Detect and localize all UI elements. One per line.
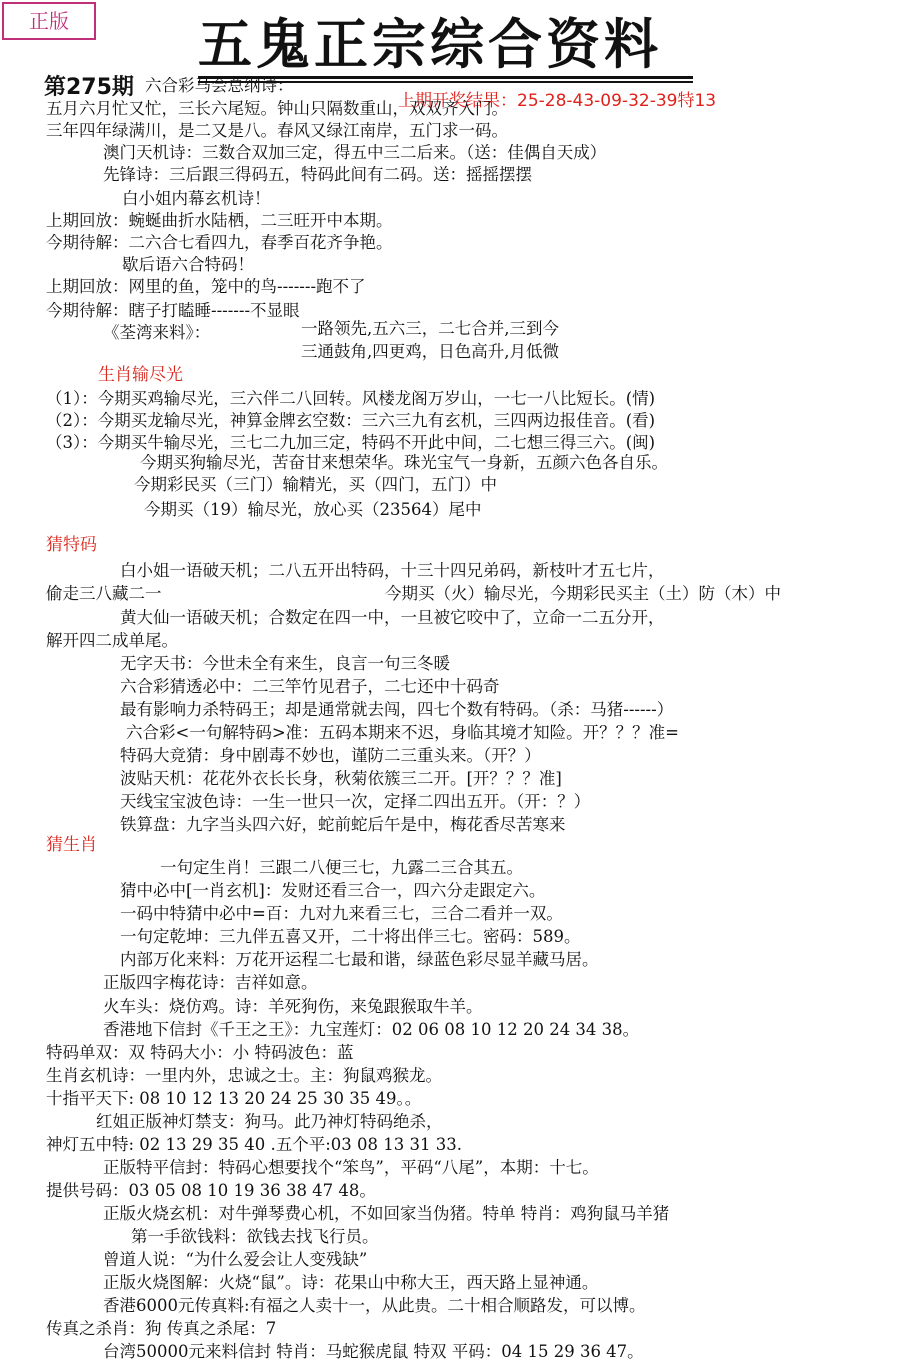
text-line: 猜中必中[一肖玄机]：发财还看三合一，四六分走跟定六。 <box>120 881 546 900</box>
text-line: 十指平天下: 08 10 12 13 20 24 25 30 35 49。。 <box>46 1089 422 1108</box>
text-line: 白小姐内幕玄机诗！ <box>122 189 271 208</box>
text-line: 今期待解：瞎子打瞌睡-------不显眼 <box>46 301 300 320</box>
text-line: 上期回放：蜿蜒曲折水陆栖，二三旺开中本期。 <box>46 211 393 230</box>
last-draw-result: 上期开奖结果：25-28-43-09-32-39特13 <box>398 91 717 111</box>
text-line: 特码大竞猜：身中剧毒不妙也，谨防二三重头来。（开？） <box>120 746 541 765</box>
text-line: 六合彩猜透必中：二三竿竹见君子，二七还中十码奇 <box>120 677 500 696</box>
issue-number: 第275期 <box>44 75 134 100</box>
text-line: 火车头：烧仿鸡。诗：羊死狗伤，来兔跟猴取牛羊。 <box>103 997 483 1016</box>
text-line: 正版火烧玄机：对牛弹琴费心机，不如回家当伪猪。特单 特肖：鸡狗鼠马羊猪 <box>103 1204 670 1223</box>
text-line: 《荃湾来料》： <box>103 323 211 342</box>
section-heading: 猜生肖 <box>46 835 97 855</box>
text-line: 曾道人说：“为什么爱会让人变残缺” <box>103 1250 368 1269</box>
text-line: 三年四年绿满川，是二又是八。春风又绿江南岸，五门求一码。 <box>46 121 508 140</box>
text-line: 三通鼓角,四更鸡，日色高升,月低微 <box>301 342 559 361</box>
text-line: 第一手欲钱料：欲钱去找飞行员。 <box>131 1227 379 1246</box>
text-line: 内部万化来料：万花开运程二七最和谐，绿蓝色彩尽显羊藏马居。 <box>120 950 599 969</box>
text-line: 上期回放：网里的鱼，笼中的鸟-------跑不了 <box>46 277 366 296</box>
text-line: 正版特平信封：特码心想要找个“笨鸟”，平码“八尾”，本期：十七。 <box>103 1158 599 1177</box>
text-line: 一句定生肖！三跟二八便三七，九露二三合其五。 <box>160 858 523 877</box>
text-line: 今期彩民买（三门）输精光，买（四门，五门）中 <box>134 475 497 494</box>
text-line: 今期待解：二六合七看四九，春季百花齐争艳。 <box>46 233 393 252</box>
text-line: 正版火烧图解：火烧“鼠”。诗：花果山中称大王，西天路上显神通。 <box>103 1273 599 1292</box>
authentic-badge: 正版 <box>2 2 96 40</box>
text-line: 红姐正版神灯禁支：狗马。此乃神灯特码绝杀， <box>96 1112 443 1131</box>
text-line: 白小姐一语破天机；二八五开出特码，十三十四兄弟码，新枝叶才五七片， <box>120 561 665 580</box>
text-line: 一码中特猜中必中=百：九对九来看三七，三合二看并一双。 <box>120 904 563 923</box>
text-line: 提供号码：03 05 08 10 19 36 38 47 48。 <box>46 1181 376 1200</box>
text-line: 六合彩<一句解特码>准：五码本期来不迟，身临其境才知险。开？？？准= <box>126 723 679 742</box>
text-line: 澳门天机诗：三数合双加三定，得五中三二后来。（送：佳偶自天成） <box>103 143 607 162</box>
text-line: 今期买（19）输尽光，放心买（23564）尾中 <box>144 500 482 519</box>
text-line: 一句定乾坤：三九伴五喜又开，二十将出伴三七。密码：589。 <box>120 927 581 946</box>
text-line: 今期买狗输尽光，苦奋甘来想荣华。珠光宝气一身新，五颜六色各自乐。 <box>140 453 668 472</box>
text-line: （1）：今期买鸡输尽光，三六伴二八回转。风楼龙阁万岁山，一七一八比短长。(情) <box>46 389 656 408</box>
text-line: 正版四字梅花诗：吉祥如意。 <box>103 973 318 992</box>
text-line: 先锋诗：三后跟三得码五，特码此间有二码。送：摇摇摆摆 <box>103 165 532 184</box>
text-line: 神灯五中特: 02 13 29 35 40 .五个平:03 08 13 31 33. <box>46 1135 463 1154</box>
text-line: （2）：今期买龙输尽光，神算金牌玄空数：三六三九有玄机，三四两边报佳音。(看) <box>46 411 656 430</box>
text-line: 六合彩马会总纲诗： <box>145 76 294 95</box>
page-title: 五鬼正宗综合资料 <box>198 12 662 76</box>
text-line: 一路领先,五六三，二七合并,三到今 <box>301 319 559 338</box>
text-line: 无字天书：今世未全有来生，良言一句三冬暖 <box>120 654 450 673</box>
text-line: 歇后语六合特码！ <box>122 255 254 274</box>
section-heading: 生肖输尽光 <box>98 365 183 385</box>
text-line: 解开四二成单尾。 <box>46 631 178 650</box>
text-line: 台湾50000元来料信封 特肖：马蛇猴虎鼠 特双 平码：04 15 29 36 47。 <box>103 1342 644 1361</box>
text-line: 香港6000元传真料:有福之人卖十一，从此贵。二十相合顺路发，可以博。 <box>103 1296 646 1315</box>
text-line: 波贴天机：花花外衣长长身，秋菊依簇三二开。[开？？？准] <box>120 769 562 788</box>
text-line: 天线宝宝波色诗：一生一世只一次，定择二四出五开。（开：？） <box>120 792 591 811</box>
text-line: 特码单双：双 特码大小：小 特码波色：蓝 <box>46 1043 354 1062</box>
text-line: 传真之杀肖：狗 传真之杀尾：7 <box>46 1319 277 1338</box>
section-heading: 猜特码 <box>46 535 97 555</box>
text-line: 最有影响力杀特码王；却是通常就去闯，四七个数有特码。（杀：马猪------） <box>120 700 674 719</box>
text-line: 铁算盘：九字当头四六好，蛇前蛇后午是中，梅花香尽苦寒来 <box>120 815 566 834</box>
text-line: 生肖玄机诗：一里内外，忠诚之士。主：狗鼠鸡猴龙。 <box>46 1066 442 1085</box>
text-line: 香港地下信封《千王之王》：九宝莲灯：02 06 08 10 12 20 24 34 38。 <box>103 1020 640 1039</box>
text-line: 今期买（火）输尽光，今期彩民买主（土）防（木）中 <box>385 584 781 603</box>
text-line: 五月六月忙又忙，三长六尾短。钟山只隔数重山，双双齐入门。 <box>46 99 508 118</box>
text-line: 偷走三八藏二一 <box>46 584 162 603</box>
text-line: 黄大仙一语破天机；合数定在四一中，一旦被它咬中了，立命一二五分开， <box>120 608 665 627</box>
text-line: （3）：今期买牛输尽光，三七二九加三定，特码不开此中间，二七想三得三六。(闽) <box>46 433 656 452</box>
